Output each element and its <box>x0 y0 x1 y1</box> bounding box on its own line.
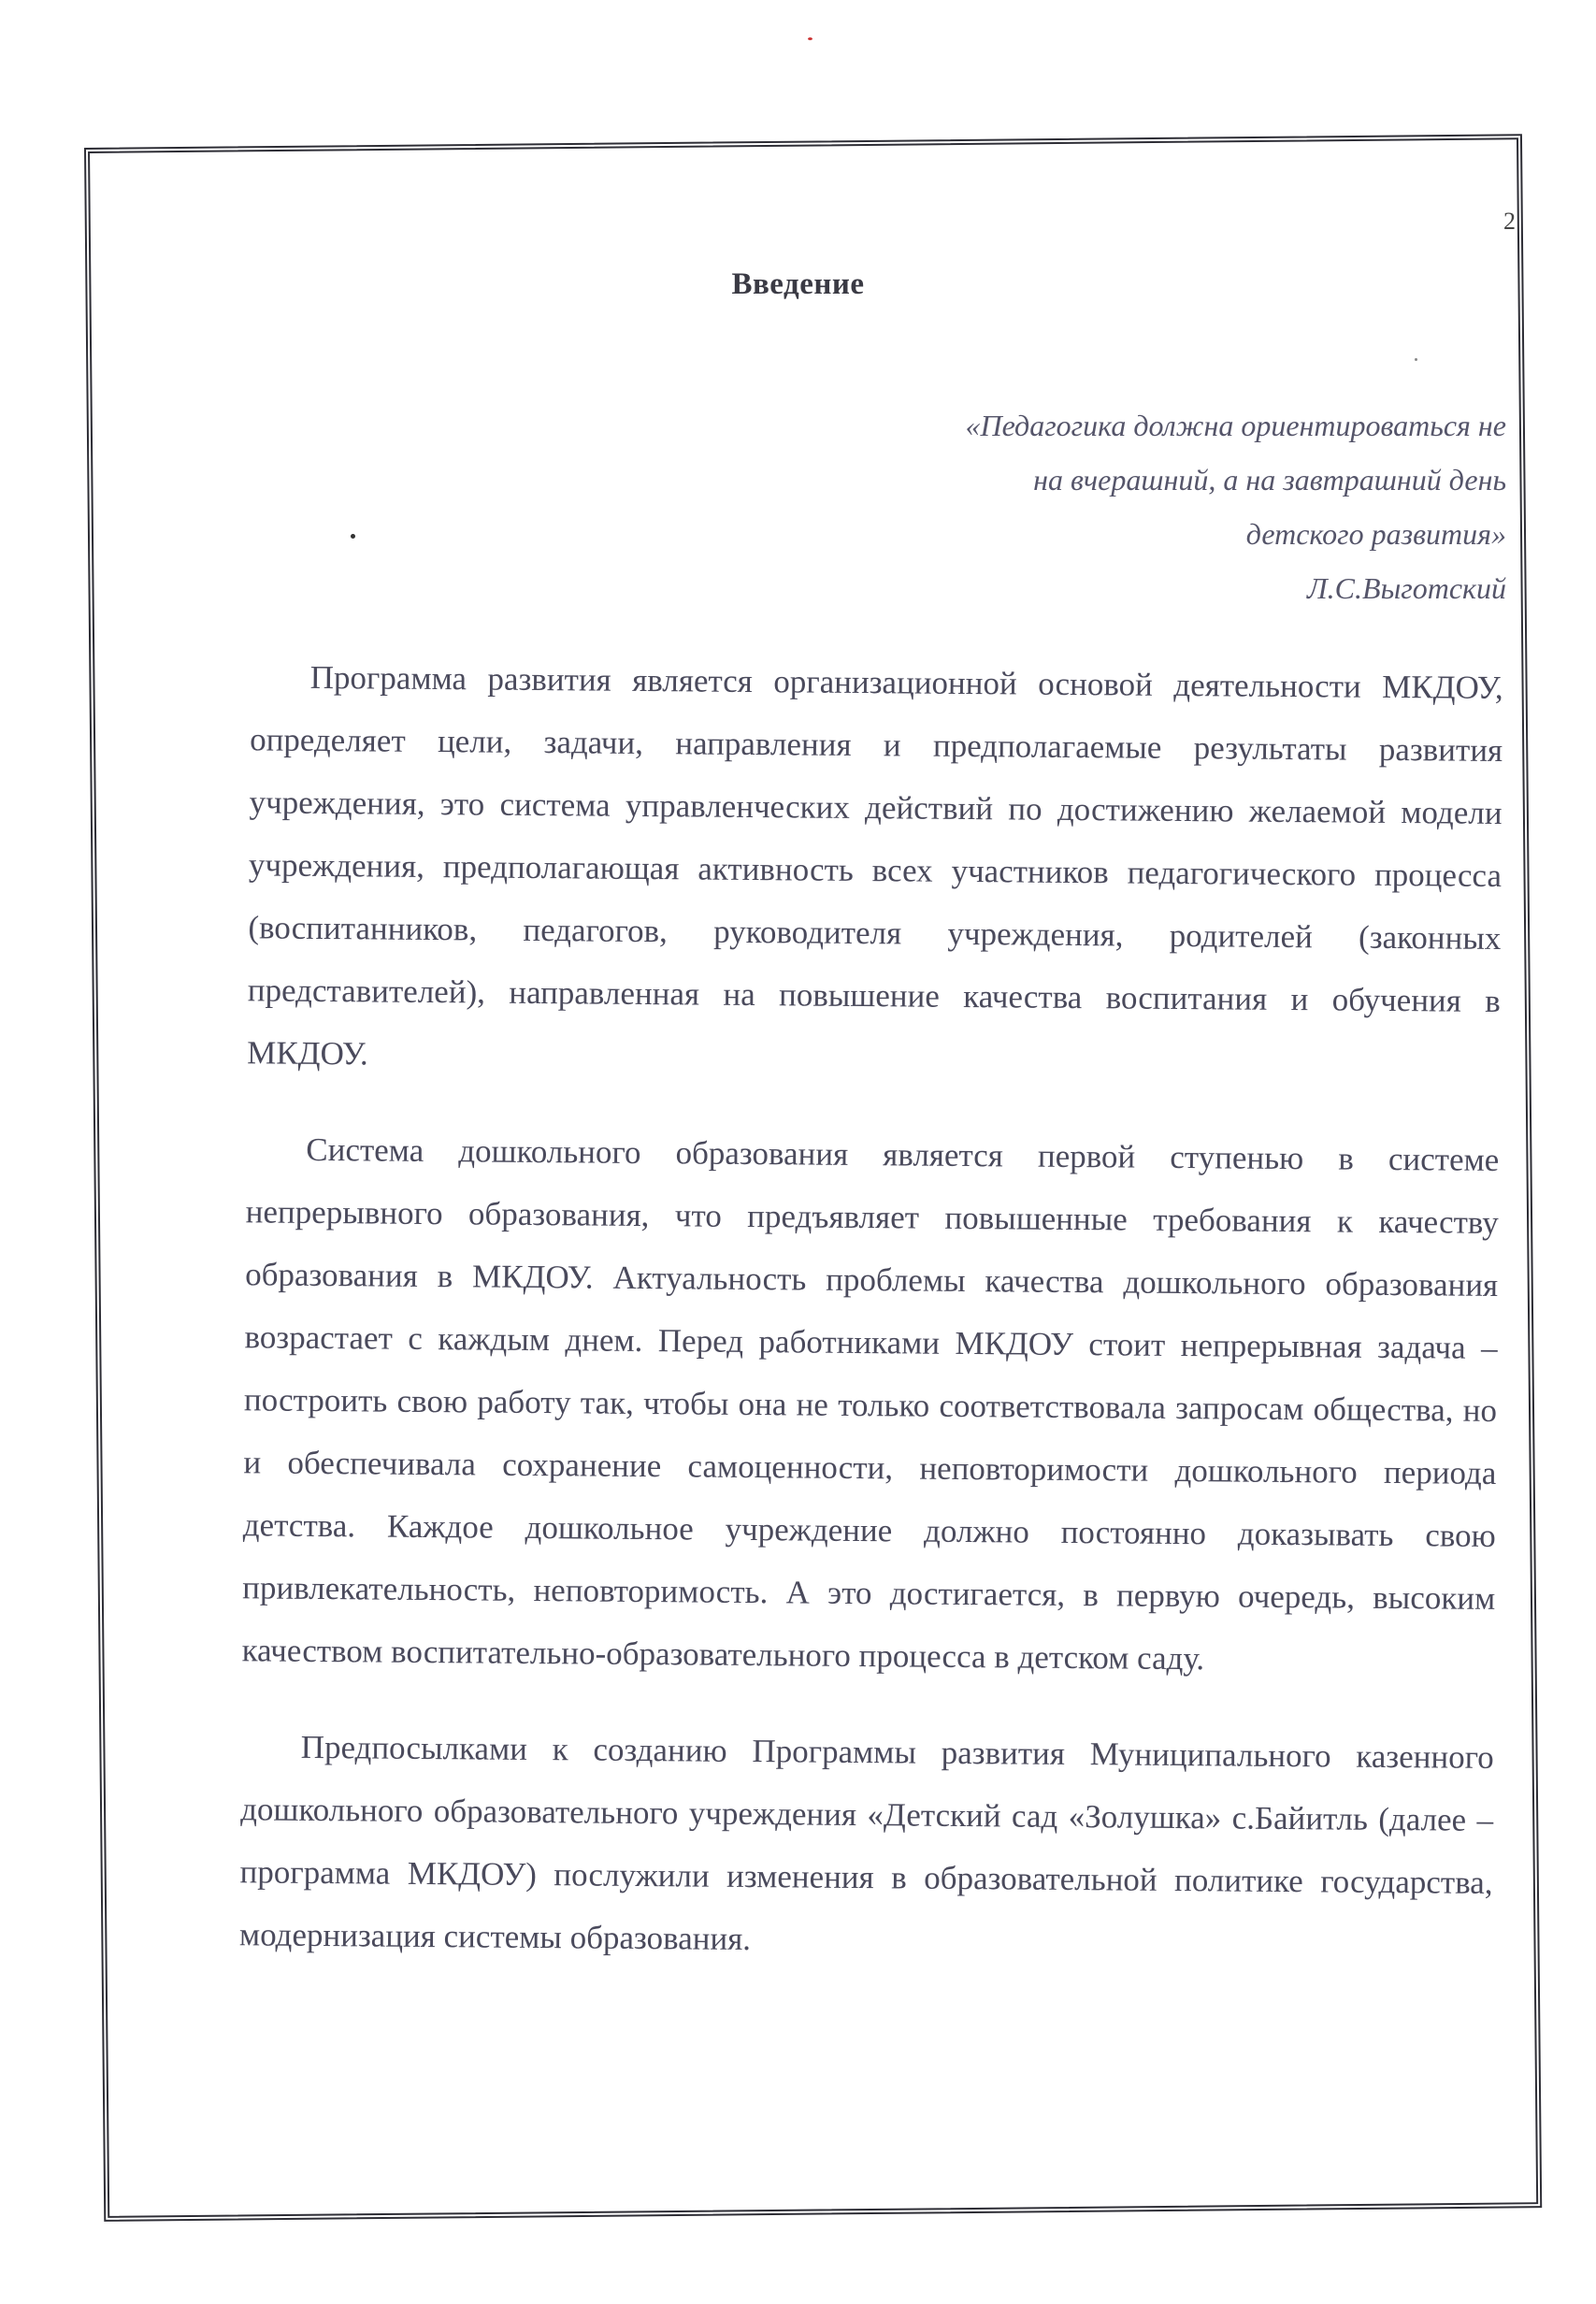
epigraph-author: Л.С.Выготский <box>1307 571 1506 605</box>
paragraph: Система дошкольного образования является первой ступенью в системе непрерывного образования, что предъявляет повышенные требования к качеству образования в МКДОУ. Актуальность проблемы качества дошкольного образования возрастает с каждым днем. Перед работниками МКДОУ стоит непрерывная задача – построить свою работу так, чтобы она не только соответствовала запросам общества, но и обеспечивала сохранение самоценности, неповторимости дошкольного периода детства. Каждое дошкольное учреждение должно постоянно доказывать свою привлекательность, неповторимость. А это достигается, в первую очередь, высоким качеством воспитательно-образовательного процесса в детском саду. <box>241 1130 1500 1678</box>
body-text <box>238 645 1503 2010</box>
scan-speck <box>351 534 355 539</box>
epigraph-line: «Педагогика должна ориентироваться не <box>965 409 1506 442</box>
page-title: Введение <box>731 267 865 301</box>
paragraph: Программа развития является организационной основой деятельности МКДОУ, определяет цели, задачи, направления и предполагаемые результаты развития учреждения, это система управленческих действий по достижению желаемой модели учреждения, предполагающая активность всех участников педагогического процесса (воспитанников, педагогов, руководителя учреждения, родителей (законных представителей), направленная на повышение качества воспитания и обучения в МКДОУ. <box>247 658 1503 1073</box>
page-number: 2 <box>1503 208 1516 235</box>
scan-speck <box>1415 358 1417 361</box>
epigraph-line: на вчерашний, а на завтрашний день <box>1033 463 1506 497</box>
epigraph <box>758 398 1506 615</box>
scan-speck <box>808 37 812 40</box>
epigraph-line: детского развития» <box>1245 517 1506 551</box>
paragraph: Предпосылками к созданию Программы развития Муниципального казенного дошкольного образовательного учреждения «Детский сад «Золушка» с.Байитль (далее – программа МКДОУ) послужили изменения в образовательной политике государства, модернизация системы образования. <box>238 1728 1494 1958</box>
